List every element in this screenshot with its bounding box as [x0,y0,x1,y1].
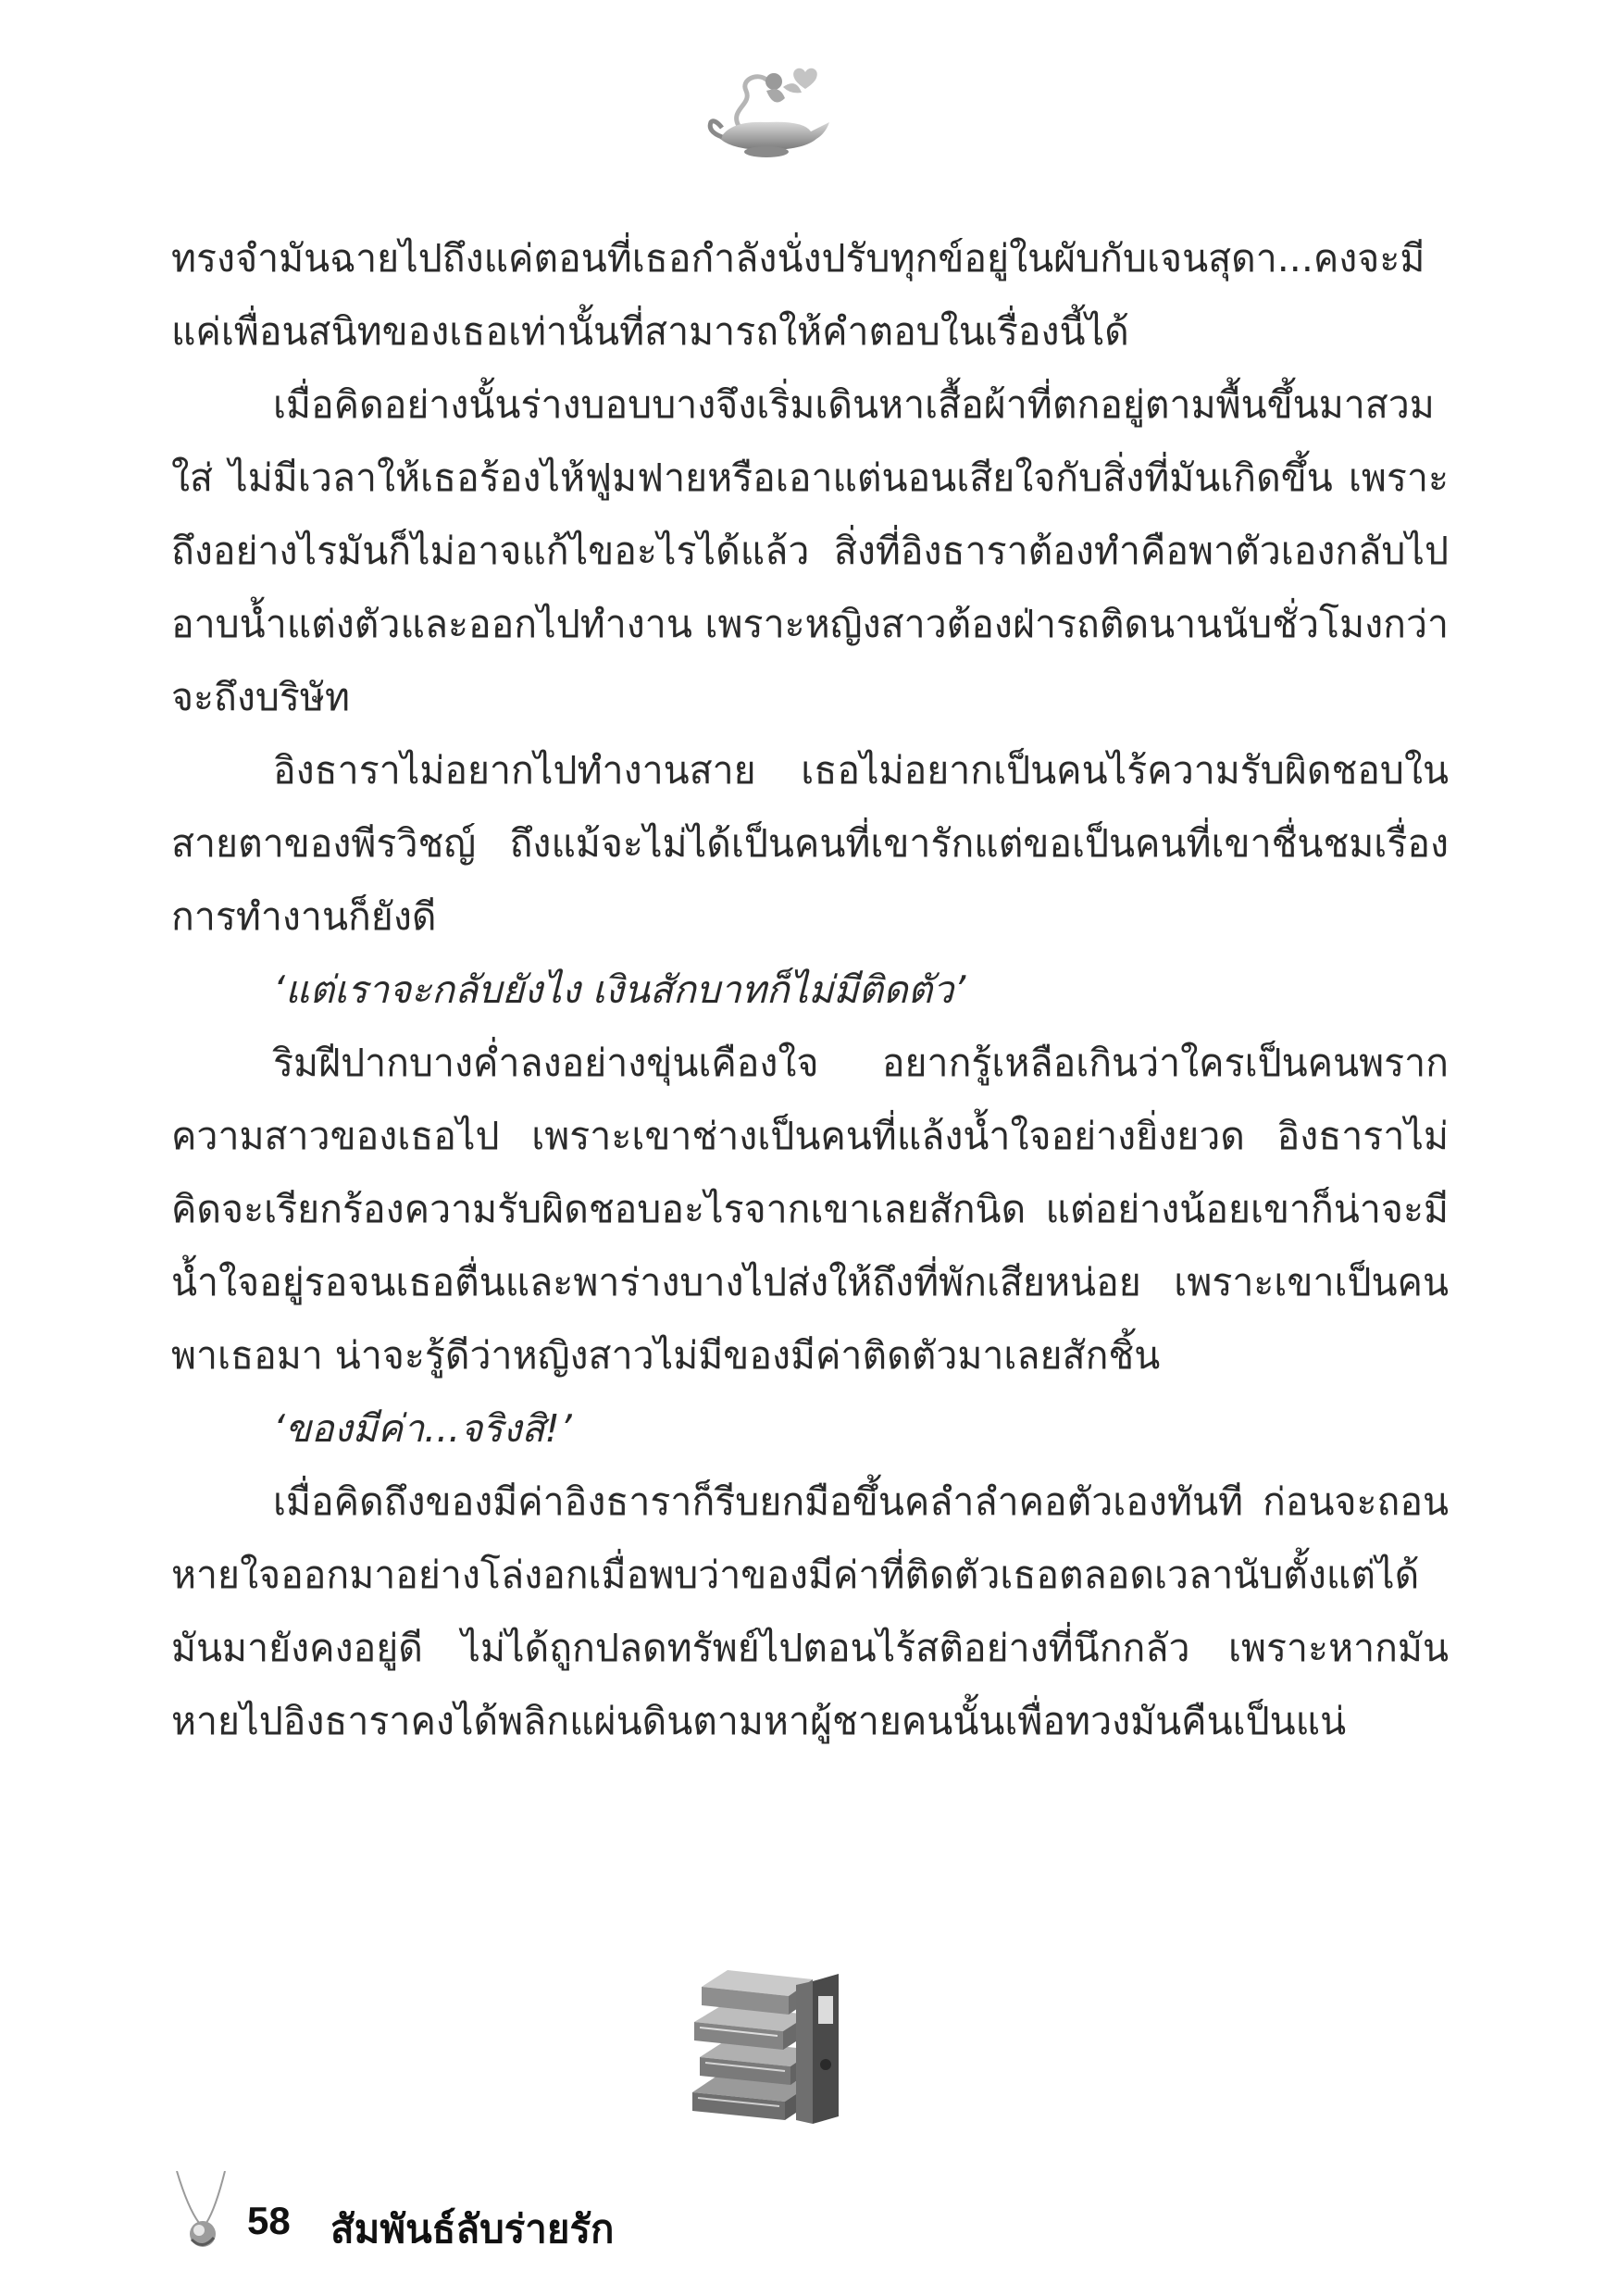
paragraph-3: อิงธาราไม่อยากไปทำงานสาย เธอไม่อยากเป็นคนไร้ความรับผิดชอบในสายตาของพีรวิชญ์ ถึงแม้จะไม่ได้เป็นคนที่เขารักแต่ขอเป็นคนที่เขาชื่นชมเรื่องการทำงานก็ยังดี [171,748,1449,939]
paragraph-6-thought: ‘ของมีค่า...จริงสิ!’ [273,1406,572,1451]
paragraph-4-thought: ‘แต่เราจะกลับยังไง เงินสักบาทก็ไม่มีติดตัว’ [273,967,966,1012]
page-number: 58 [247,2199,291,2242]
body-text [171,222,1449,1758]
paragraph-7: เมื่อคิดถึงของมีค่าอิงธาราก็รีบยกมือขึ้นคลำลำคอตัวเองทันที ก่อนจะถอนหายใจออกมาอย่างโล่งอกเมื่อพบว่าของมีค่าที่ติดตัวเธอตลอดเวลานับตั้งแต่ได้มันมายังคงอยู่ดี ไม่ได้ถูกปลดทรัพย์ไปตอนไร้สติอย่างที่นึกกลัว เพราะหากมันหายไปอิงธาราคงได้พลิกแผ่นดินตามหาผู้ชายคนนั้นเพื่อทวงมันคืนเป็นแน่ [171,1479,1449,1743]
file-binders-stack-icon [674,1953,850,2129]
paragraph-2: เมื่อคิดอย่างนั้นร่างบอบบางจึงเริ่มเดินหาเสื้อผ้าที่ตกอยู่ตามพื้นขึ้นมาสวมใส่ ไม่มีเวลาให้เธอร้องไห้ฟูมฟายหรือเอาแต่นอนเสียใจกับสิ่งที่มันเกิดขึ้น เพราะถึงอย่างไรมันก็ไม่อาจแก้ไขอะไรได้แล้ว สิ่งที่อิงธาราต้องทำคือพาตัวเองกลับไปอาบน้ำแต่งตัวและออกไปทำงาน เพราะหญิงสาวต้องฝ่ารถติดนานนับชั่วโมงกว่าจะถึงบริษัท [171,382,1449,719]
book-title: สัมพันธ์ลับร่ายรัก [330,2206,615,2252]
magic-lamp-cupid-icon [702,54,840,165]
page-footer [171,2171,819,2254]
pendant-necklace-icon [171,2171,236,2254]
paragraph-1: ทรงจำมันฉายไปถึงแค่ตอนที่เธอกำลังนั่งปรับทุกข์อยู่ในผับกับเจนสุดา...คงจะมีแค่เพื่อนสนิทของเธอเท่านั้นที่สามารถให้คำตอบในเรื่องนี้ได้ [171,236,1425,354]
paragraph-5: ริมฝีปากบางค่ำลงอย่างขุ่นเคืองใจ อยากรู้เหลือเกินว่าใครเป็นคนพรากความสาวของเธอไป เพราะเขาช่างเป็นคนที่แล้งน้ำใจอย่างยิ่งยวด อิงธาราไม่คิดจะเรียกร้องความรับผิดชอบอะไรจากเขาเลยสักนิด แต่อย่างน้อยเขาก็น่าจะมีน้ำใจอยู่รอจนเธอตื่นและพาร่างบางไปส่งให้ถึงที่พักเสียหน่อย เพราะเขาเป็นคนพาเธอมา น่าจะรู้ดีว่าหญิงสาวไม่มีของมีค่าติดตัวมาเลยสักชิ้น [171,1041,1449,1378]
